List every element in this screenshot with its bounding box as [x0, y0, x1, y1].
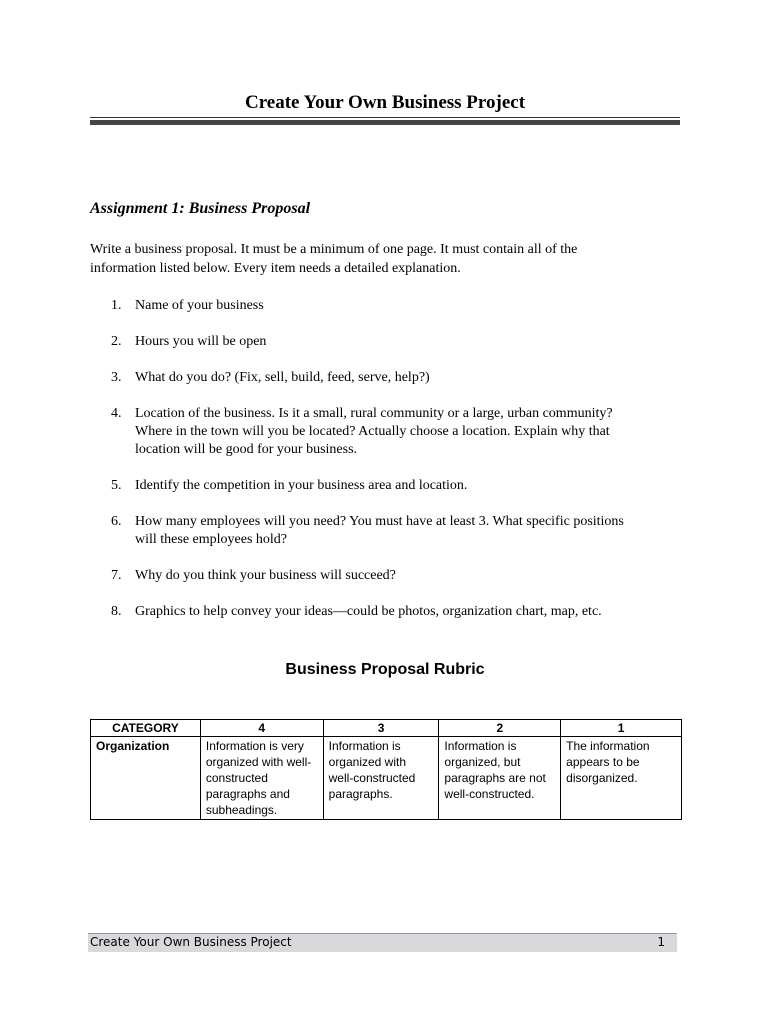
list-item-text: What do you do? (Fix, sell, build, feed, serve, help?)	[135, 370, 430, 385]
table-row	[91, 737, 682, 820]
rubric-title: Business Proposal Rubric	[285, 661, 485, 678]
column-header-4: 4	[200, 720, 323, 737]
table-cell-category: Organization	[91, 737, 201, 820]
assignment-heading: Assignment 1: Business Proposal	[90, 200, 311, 217]
list-item-text: will these employees hold?	[135, 532, 288, 547]
footer-title: Create Your Own Business Project	[90, 935, 292, 949]
requirements-list	[90, 297, 690, 639]
table-header-row	[91, 720, 682, 737]
list-item	[90, 603, 690, 621]
list-item-text: Graphics to help convey your ideas—could be photos, organization chart, map, etc.	[135, 604, 602, 619]
list-item	[90, 513, 690, 549]
page-footer	[88, 933, 677, 952]
list-item-text: Hours you will be open	[135, 334, 267, 349]
list-number: 6.	[111, 514, 122, 529]
column-header-3: 3	[323, 720, 439, 737]
list-item	[90, 369, 690, 387]
list-item	[90, 567, 690, 585]
list-item-text: Where in the town will you be located? Actually choose a location. Explain why that	[135, 424, 610, 439]
list-number: 3.	[111, 370, 122, 385]
list-item-text: How many employees will you need? You must have at least 3. What specific positions	[135, 514, 624, 529]
list-item-text: Name of your business	[135, 298, 264, 313]
document-title: Create Your Own Business Project	[244, 92, 526, 113]
footer-page-number: 1	[657, 935, 665, 949]
list-number: 4.	[111, 406, 122, 421]
column-header-category: CATEGORY	[91, 720, 201, 737]
list-item	[90, 333, 690, 351]
intro-line: information listed below. Every item needs a detailed explanation.	[90, 261, 461, 276]
table-cell: Information is organized with well-constructed paragraphs.	[323, 737, 439, 820]
list-item	[90, 297, 690, 315]
list-number: 5.	[111, 478, 122, 493]
intro-line: Write a business proposal. It must be a minimum of one page. It must contain all of the	[90, 242, 578, 257]
column-header-2: 2	[439, 720, 561, 737]
table-cell: Information is organized, but paragraphs are not well-constructed.	[439, 737, 561, 820]
list-item-text: Location of the business. Is it a small, rural community or a large, urban community?	[135, 406, 613, 421]
list-item	[90, 405, 690, 459]
list-item-text: Identify the competition in your business area and location.	[135, 478, 468, 493]
column-header-1: 1	[561, 720, 682, 737]
list-item	[90, 477, 690, 495]
list-number: 8.	[111, 604, 122, 619]
list-number: 2.	[111, 334, 122, 349]
title-rule-thin	[90, 117, 680, 118]
list-number: 1.	[111, 298, 122, 313]
list-number: 7.	[111, 568, 122, 583]
list-item-text: location will be good for your business.	[135, 442, 358, 457]
list-item-text: Why do you think your business will succeed?	[135, 568, 396, 583]
rubric-table	[90, 719, 682, 820]
title-rule-thick	[90, 120, 680, 125]
table-cell: The information appears to be disorganized.	[561, 737, 682, 820]
intro-paragraph	[90, 240, 690, 278]
table-cell: Information is very organized with well-constructed paragraphs and subheadings.	[200, 737, 323, 820]
